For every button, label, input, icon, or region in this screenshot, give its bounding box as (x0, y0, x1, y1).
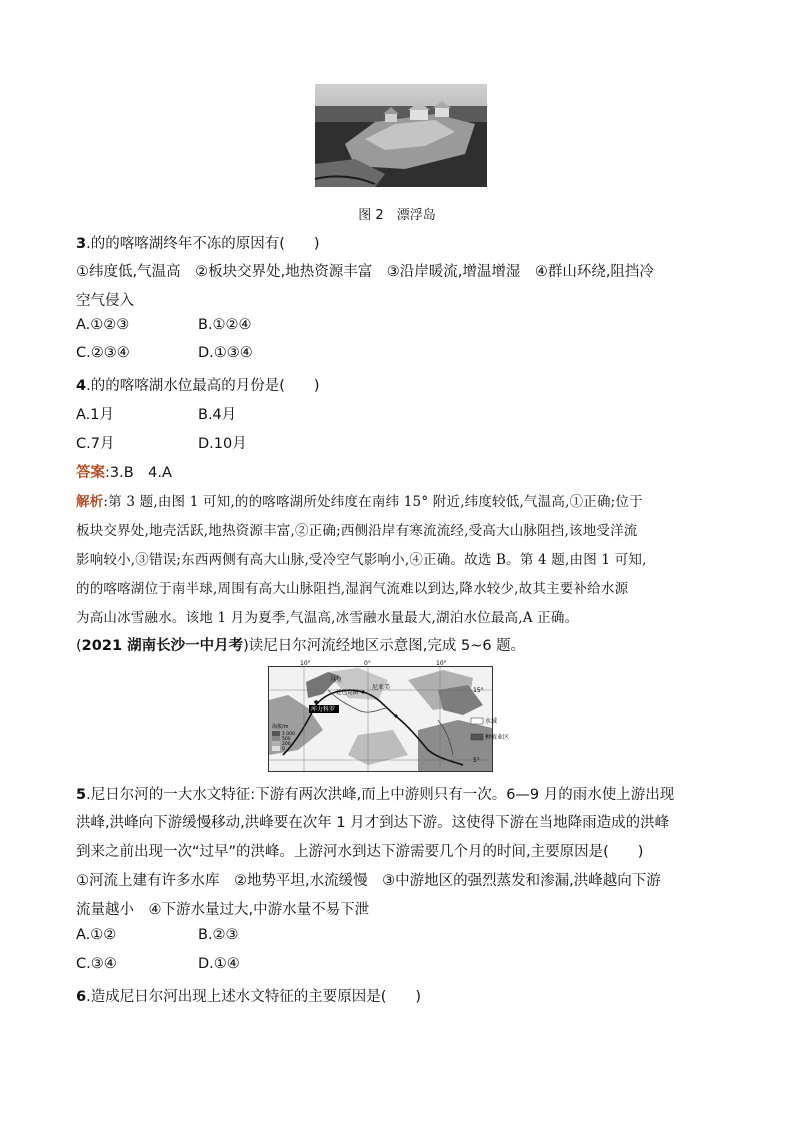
question-6 (76, 985, 421, 1006)
q5-option-b: B.②③ (198, 927, 239, 943)
niger-river-map (268, 660, 510, 772)
q4-option-c: C.7月 (76, 436, 115, 452)
question-stem: .尼日尔河的一大水文特征:下游有两次洪峰,而上中游则只有一次。6—9 月的雨水使上游出现 (86, 787, 675, 803)
question-5 (76, 783, 674, 804)
q5-stem-line5: 流量越小 ④下游水量过大,中游水量不易下泄 (76, 902, 370, 918)
explanation-line-3: 影响较小,③错误;东西两侧有高大山脉,受冷空气影响小,④正确。故选 B。第 4 题,由图 1 可知, (76, 552, 647, 568)
q4-option-a: A.1月 (76, 407, 114, 423)
legend-level: 200 (282, 742, 291, 747)
q3-statements-line2: 空气侵入 (76, 293, 134, 309)
question-stem: .的的喀喀湖终年不冻的原因有( ) (86, 236, 320, 252)
answer-label: 答案 (76, 465, 105, 481)
q4-option-b: B.4月 (198, 407, 237, 423)
source-label: 2021 湖南长沙一中月考 (81, 638, 244, 654)
lat-label: 5° (473, 757, 480, 764)
q5-option-d: D.①④ (198, 956, 240, 972)
question-number: 5 (76, 787, 87, 803)
legend-farmland: 种植业区 (485, 734, 510, 741)
explanation-label: 解析 (76, 494, 104, 510)
question-3 (76, 232, 320, 253)
legend-title: 海拔/m (272, 724, 289, 730)
lon-label: 10° (300, 660, 311, 667)
q3-option-b: B.①②④ (198, 317, 252, 333)
question-number: 4 (76, 378, 87, 394)
question-stem: .造成尼日尔河出现上述水文特征的主要原因是( ) (86, 989, 422, 1005)
lat-label: 15° (473, 687, 484, 694)
explanation-line-1: 解析:第 3 题,由图 1 可知,的的喀喀湖所处纬度在南纬 15° 附近,纬度较低,气温高,①正确;位于 (76, 494, 643, 510)
q4-option-d: D.10月 (198, 436, 247, 452)
floating-island-photo (315, 84, 487, 187)
q3-option-d: D.①③④ (198, 345, 253, 361)
question-4 (76, 374, 320, 395)
answer-line (76, 461, 172, 482)
legend-level: 500 (282, 737, 291, 742)
question-number: 3 (76, 236, 87, 252)
place-label: 库力科罗 (311, 706, 336, 713)
section-intro: (2021 湖南长沙一中月考)读尼日尔河流经地区示意图,完成 5~6 题。 (76, 638, 526, 654)
intro-text: 读尼日尔河流经地区示意图,完成 5~6 题。 (248, 638, 526, 654)
explanation-line-2: 板块交界处,地壳活跃,地热资源丰富,②正确;西侧沿岸有寒流流经,受高大山脉阻挡,该地受洋流 (76, 523, 638, 539)
q5-option-a: A.①② (76, 927, 117, 943)
question-number: 6 (76, 989, 87, 1005)
q5-stem-line4: ①河流上建有许多水库 ②地势平坦,水流缓慢 ③中游地区的强烈蒸发和渗漏,洪峰越向下游 (76, 873, 661, 889)
place-label: 尼亚美 (372, 684, 391, 691)
q3-statements-line1: ①纬度低,气温高 ②板块交界处,地热资源丰富 ③沿岸暖流,增温增湿 ④群山环绕,阻挡冷 (76, 264, 654, 280)
q5-stem-line3: 到来之前出现一次“过早”的洪峰。上游河水到达下游需要几个月的时间,主要原因是( ) (76, 844, 644, 860)
question-stem: .的的喀喀湖水位最高的月份是( ) (86, 378, 320, 394)
legend-level: 0 (282, 747, 285, 752)
q3-option-a: A.①②③ (76, 317, 130, 333)
answer-text: :3.B 4.A (105, 465, 172, 481)
explanation-line-5: 为高山冰雪融水。该地 1 月为夏季,气温高,冰雪融水量最大,湖泊水位最高,A 正确。 (76, 610, 579, 626)
legend-water: 水域 (485, 718, 498, 725)
lon-label: 0° (364, 660, 371, 667)
q3-option-c: C.②③④ (76, 345, 130, 361)
q5-option-c: C.③④ (76, 956, 117, 972)
q5-stem-line2: 洪峰,洪峰向下游缓慢移动,洪峰要在次年 1 月才到达下游。这使得下游在当地降雨造成的洪峰 (76, 815, 670, 831)
figure-caption: 图 2 漂浮岛 (358, 208, 436, 223)
place-label: 廷巴克图 (336, 690, 359, 696)
legend-level: 1 000 (282, 732, 295, 737)
lon-label: 10° (436, 660, 447, 667)
place-label: 马里 (330, 677, 343, 684)
explanation-line-4: 的的喀喀湖位于南半球,周围有高大山脉阻挡,湿润气流难以到达,降水较少,故其主要补给水源 (76, 581, 629, 597)
